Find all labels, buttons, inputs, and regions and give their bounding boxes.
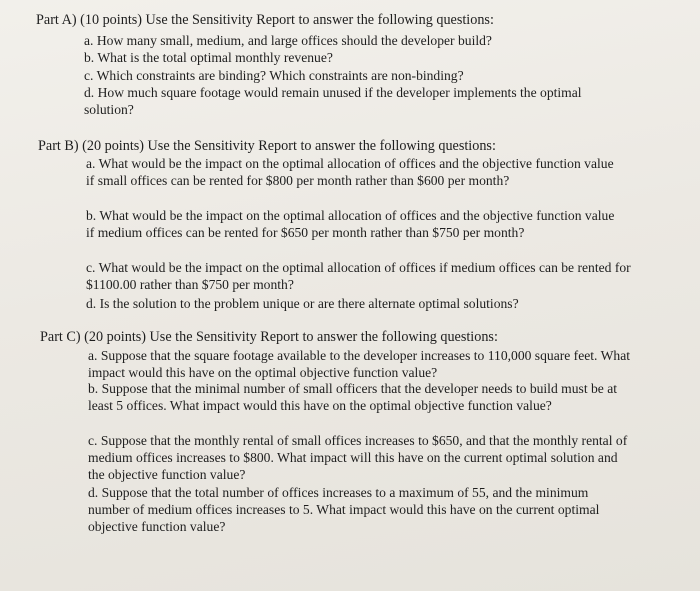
- part-c-question-c: c. Suppose that the monthly rental of small offices increases to $650, and that the monthly rental of medium offices increases to $800. What impact will this have on the current optimal solution and the objective function value?: [88, 433, 628, 483]
- part-b-question-a: a. What would be the impact on the optimal allocation of offices and the objective function value if small offices can be rented for $800 per month rather than $600 per month?: [86, 156, 614, 189]
- part-b-question-d: d. Is the solution to the problem unique or are there alternate optimal solutions?: [86, 296, 519, 311]
- part-a-question-c: c. Which constraints are binding? Which constraints are non-binding?: [84, 68, 464, 83]
- part-a-title: Part A) (10 points) Use the Sensitivity Report to answer the following questions:: [36, 12, 494, 28]
- part-b-title: Part B) (20 points) Use the Sensitivity Report to answer the following questions:: [38, 138, 496, 154]
- part-b-question-c: c. What would be the impact on the optimal allocation of offices if medium offices can be rented for $1100.00 rather than $750 per month?: [86, 260, 631, 293]
- part-a-question-d: d. How much square footage would remain unused if the developer implements the optimal solution?: [84, 85, 582, 118]
- part-c-title: Part C) (20 points) Use the Sensitivity Report to answer the following questions:: [40, 329, 498, 345]
- part-a-question-a: a. How many small, medium, and large offices should the developer build?: [84, 33, 492, 48]
- part-c-question-d: d. Suppose that the total number of offices increases to a maximum of 55, and the minimum number of medium offices increases to 5. What impact would this have on the current optimal objective function value?: [88, 485, 600, 535]
- part-c-question-a: a. Suppose that the square footage available to the developer increases to 110,000 square feet. What impact would this have on the optimal objective function value?: [88, 348, 631, 381]
- part-b-question-b: b. What would be the impact on the optimal allocation of offices and the objective function value if medium offices can be rented for $650 per month rather than $750 per month?: [86, 208, 615, 241]
- part-c-question-b: b. Suppose that the minimal number of small officers that the developer needs to build must be at least 5 offices. What impact would this have on the optimal objective function value?: [88, 381, 618, 414]
- part-a-question-b: b. What is the total optimal monthly revenue?: [84, 50, 333, 65]
